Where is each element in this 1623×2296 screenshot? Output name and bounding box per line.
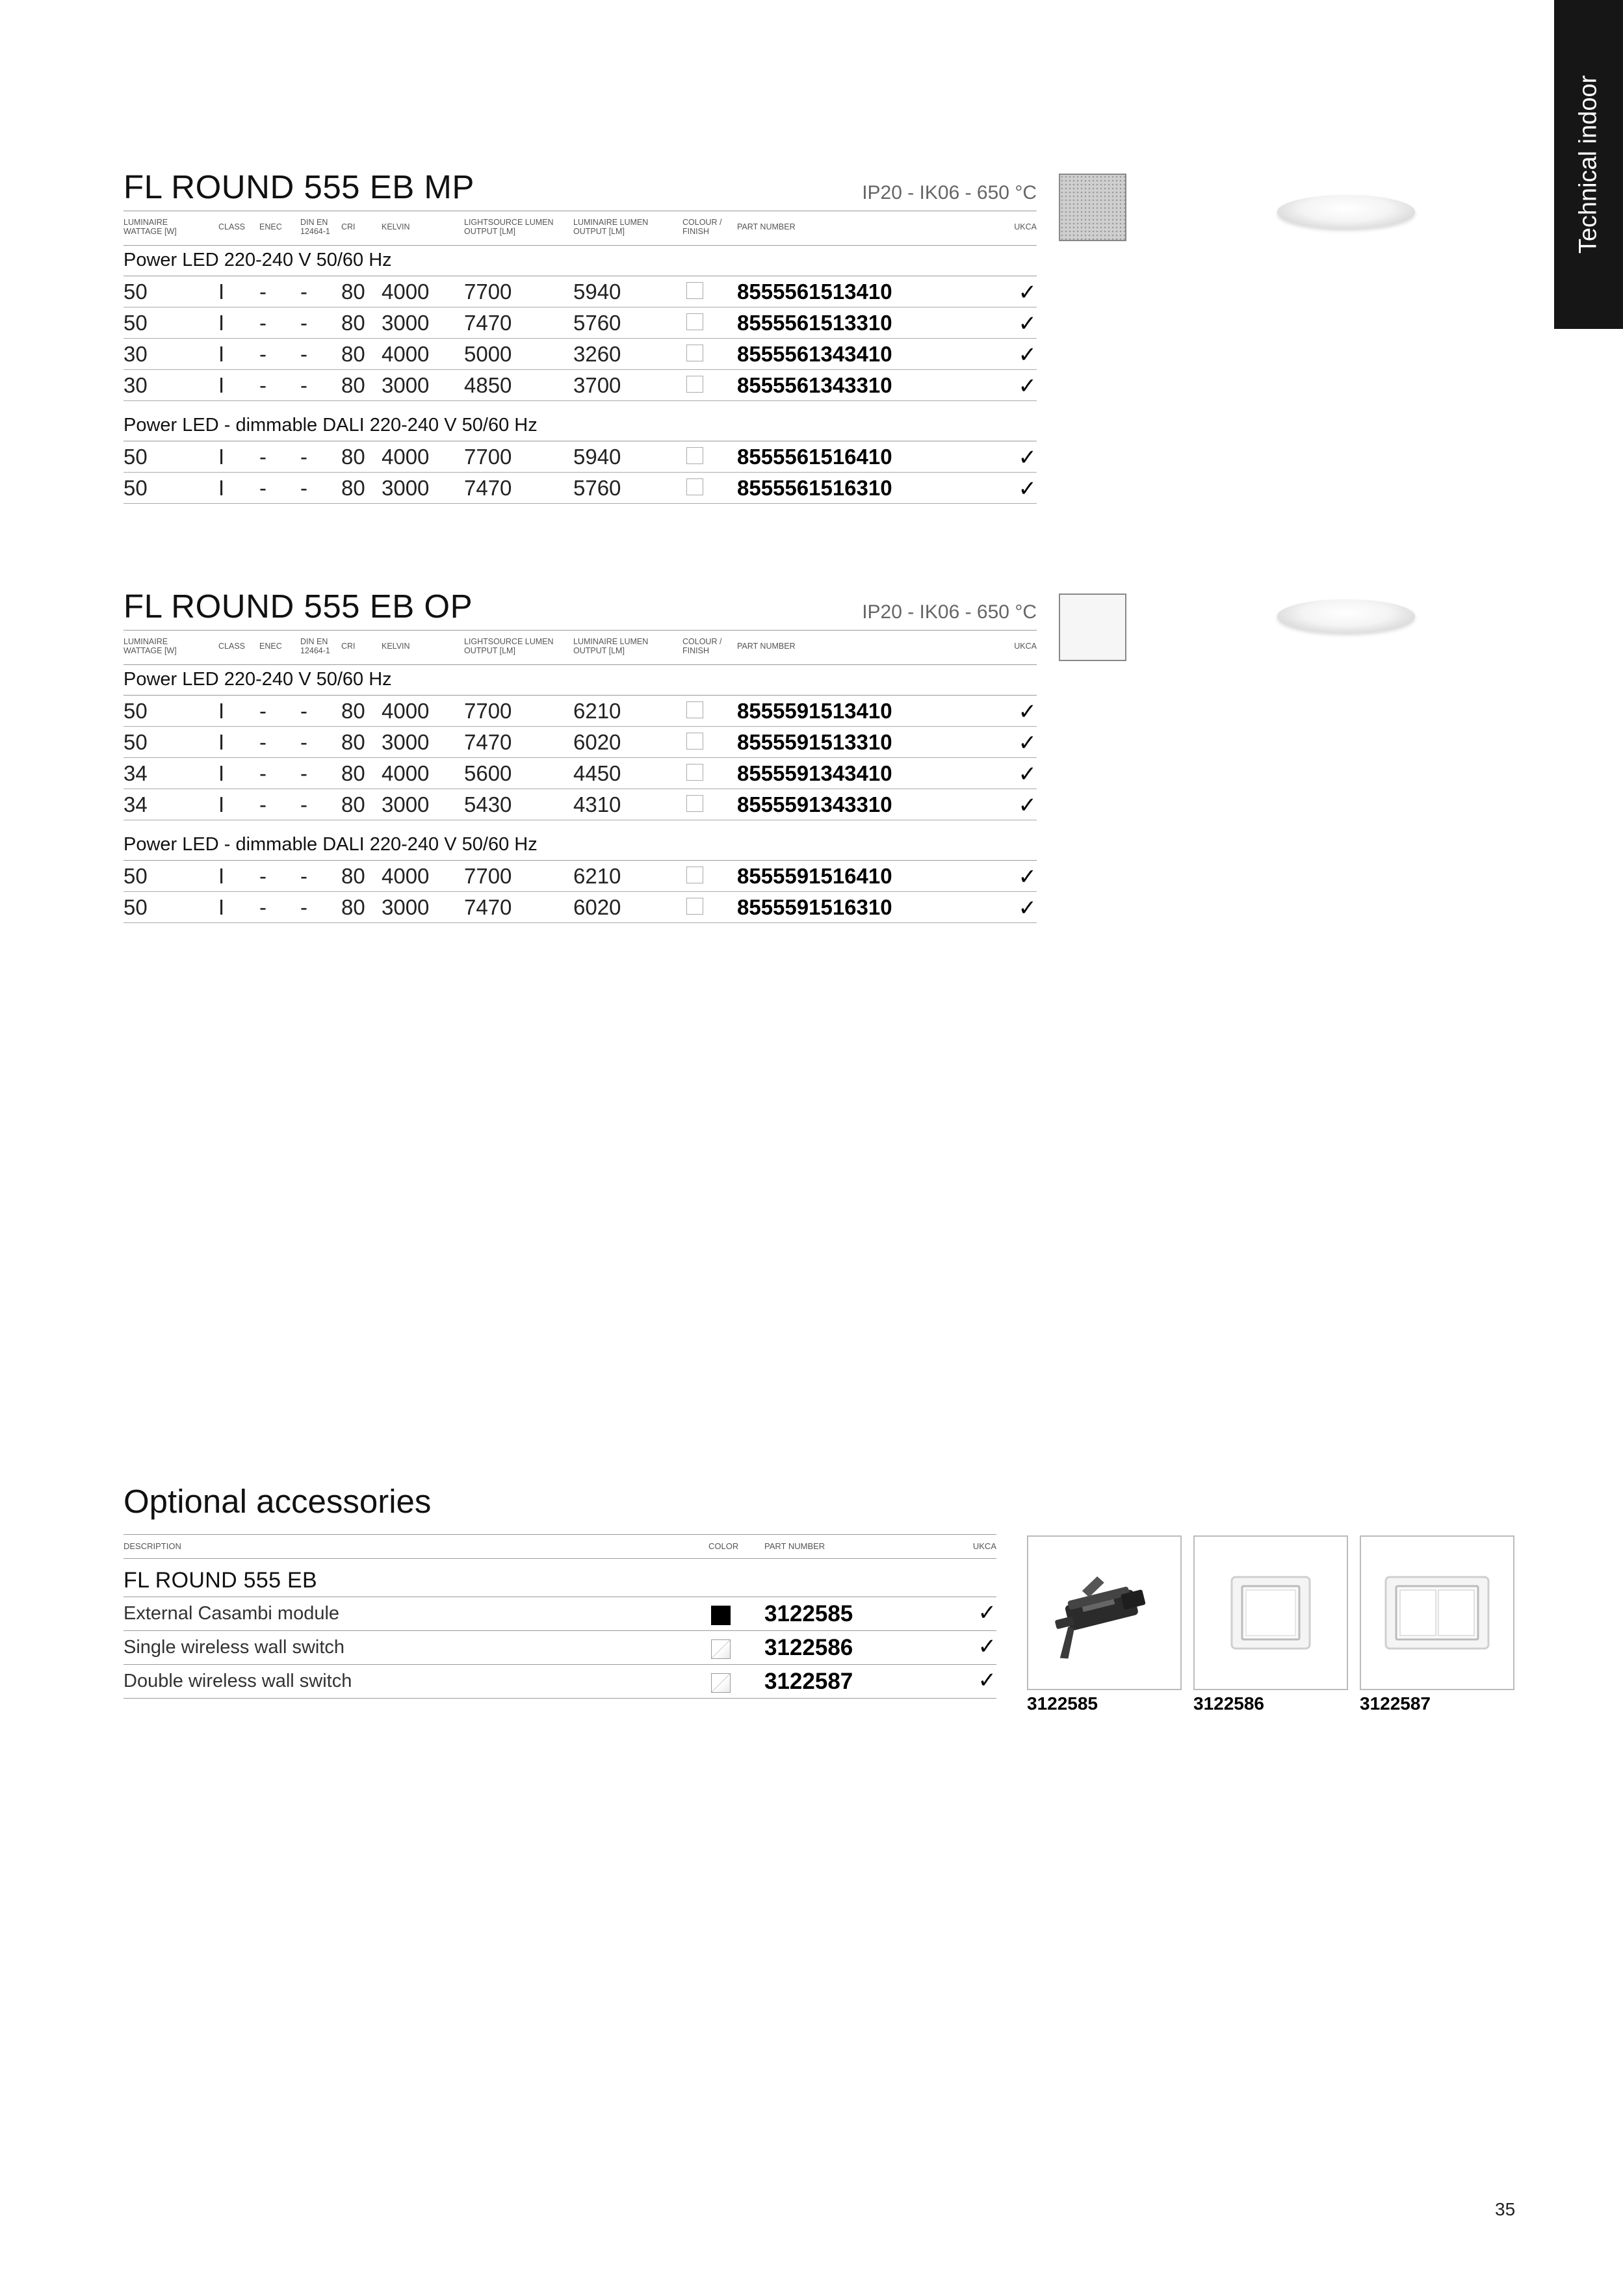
cell-din: - <box>300 792 307 816</box>
cell-cri: 80 <box>341 792 365 816</box>
cell-class: I <box>218 699 225 723</box>
cell-lum: 6020 <box>573 730 621 754</box>
accessories-group-label: FL ROUND 555 EB <box>123 1568 317 1593</box>
cell-class: I <box>218 280 225 304</box>
ukca-check-icon: ✓ <box>1018 476 1037 501</box>
header-source-lumen: LIGHTSOURCE LUMEN OUTPUT [LM] <box>464 218 554 236</box>
finish-checkbox <box>686 282 703 299</box>
table-row <box>123 860 1037 892</box>
header-colour: COLOUR / FINISH <box>682 637 722 655</box>
cell-enec: - <box>259 895 266 919</box>
cell-class: I <box>218 445 225 469</box>
part-number: 8555591516410 <box>737 864 892 888</box>
cell-k: 4000 <box>382 445 430 469</box>
part-number: 8555561516310 <box>737 476 892 500</box>
product-rating: IP20 - IK06 - 650 °C <box>862 182 1037 203</box>
single-switch-icon <box>1195 1537 1347 1689</box>
part-number: 8555591513310 <box>737 730 892 754</box>
finish-checkbox <box>686 447 703 464</box>
cell-src: 4850 <box>464 373 512 397</box>
header-wattage: LUMINAIRE WATTAGE [W] <box>123 218 177 236</box>
cell-src: 7700 <box>464 864 512 888</box>
cell-enec: - <box>259 730 266 754</box>
table-row <box>123 369 1037 401</box>
finish-checkbox <box>686 376 703 393</box>
part-number: 3122586 <box>764 1635 853 1660</box>
header-ukca: UKCA <box>1014 642 1037 651</box>
cell-src: 5430 <box>464 792 512 816</box>
cell-enec: - <box>259 699 266 723</box>
part-number: 8555561343410 <box>737 342 892 366</box>
cell-w: 50 <box>123 895 148 919</box>
finish-checkbox <box>686 345 703 361</box>
ukca-check-icon: ✓ <box>978 1600 996 1625</box>
section-tab[interactable] <box>1554 0 1623 329</box>
header-cri: CRI <box>341 642 356 651</box>
ukca-check-icon: ✓ <box>1018 793 1037 818</box>
cell-src: 7470 <box>464 311 512 335</box>
ukca-check-icon: ✓ <box>1018 896 1037 920</box>
cell-class: I <box>218 476 225 500</box>
cell-din: - <box>300 311 307 335</box>
cell-class: I <box>218 895 225 919</box>
finish-checkbox <box>686 313 703 330</box>
cell-din: - <box>300 445 307 469</box>
header-luminaire-lumen: LUMINAIRE LUMEN OUTPUT [LM] <box>573 218 649 236</box>
table-row <box>123 757 1037 789</box>
cell-lum: 3700 <box>573 373 621 397</box>
color-swatch-white <box>711 1639 731 1659</box>
cell-w: 34 <box>123 761 148 785</box>
ukca-check-icon: ✓ <box>1018 762 1037 787</box>
cell-lum: 4310 <box>573 792 621 816</box>
double-switch-icon <box>1361 1537 1513 1689</box>
cell-cri: 80 <box>341 311 365 335</box>
header-ukca: UKCA <box>972 1541 996 1551</box>
cell-w: 50 <box>123 699 148 723</box>
cell-w: 34 <box>123 792 148 816</box>
page-number: 35 <box>1495 2199 1516 2219</box>
cell-din: - <box>300 476 307 500</box>
cell-cri: 80 <box>341 373 365 397</box>
header-source-lumen: LIGHTSOURCE LUMEN OUTPUT [LM] <box>464 637 554 655</box>
cell-k: 4000 <box>382 761 430 785</box>
header-wattage: LUMINAIRE WATTAGE [W] <box>123 637 177 655</box>
header-description: DESCRIPTION <box>123 1541 181 1551</box>
cell-din: - <box>300 761 307 785</box>
table-row <box>123 307 1037 339</box>
cell-enec: - <box>259 311 266 335</box>
cell-class: I <box>218 311 225 335</box>
cell-cri: 80 <box>341 895 365 919</box>
cell-enec: - <box>259 792 266 816</box>
header-enec: ENEC <box>259 642 282 651</box>
cell-enec: - <box>259 280 266 304</box>
cell-lum: 6210 <box>573 864 621 888</box>
cell-src: 7470 <box>464 895 512 919</box>
part-number: 8555561513310 <box>737 311 892 335</box>
cell-din: - <box>300 373 307 397</box>
finish-swatch-microprismatic <box>1059 174 1126 241</box>
part-number: 3122585 <box>764 1601 853 1626</box>
ukca-check-icon: ✓ <box>978 1668 996 1693</box>
cell-cri: 80 <box>341 476 365 500</box>
cell-k: 4000 <box>382 280 430 304</box>
finish-checkbox <box>686 733 703 750</box>
product-title: FL ROUND 555 EB MP <box>123 168 474 205</box>
table-row <box>123 726 1037 758</box>
finish-swatch-opal <box>1059 594 1126 661</box>
cell-w: 30 <box>123 373 148 397</box>
cell-enec: - <box>259 373 266 397</box>
cell-w: 50 <box>123 311 148 335</box>
table-row <box>123 276 1037 307</box>
group-label: Power LED - dimmable DALI 220-240 V 50/60 Hz <box>123 410 1037 441</box>
cell-k: 3000 <box>382 311 430 335</box>
accessory-row <box>123 1630 996 1663</box>
cell-enec: - <box>259 476 266 500</box>
cell-lum: 4450 <box>573 761 621 785</box>
header-luminaire-lumen: LUMINAIRE LUMEN OUTPUT [LM] <box>573 637 649 655</box>
header-class: CLASS <box>218 642 245 651</box>
cell-din: - <box>300 864 307 888</box>
table-row <box>123 695 1037 727</box>
cell-cri: 80 <box>341 730 365 754</box>
cell-din: - <box>300 895 307 919</box>
ukca-check-icon: ✓ <box>1018 699 1037 724</box>
header-din: DIN EN 12464-1 <box>300 218 330 236</box>
header-part-number: PART NUMBER <box>764 1541 825 1551</box>
cell-w: 50 <box>123 730 148 754</box>
table-row <box>123 891 1037 923</box>
cell-enec: - <box>259 761 266 785</box>
group-label: Power LED 220-240 V 50/60 Hz <box>123 664 1037 696</box>
cell-class: I <box>218 342 225 366</box>
finish-checkbox <box>686 764 703 781</box>
cell-k: 3000 <box>382 895 430 919</box>
color-swatch-black <box>711 1606 731 1625</box>
part-number: 8555591516310 <box>737 895 892 919</box>
thumbnail-label: 3122587 <box>1360 1693 1431 1714</box>
header-enec: ENEC <box>259 222 282 231</box>
header-ukca: UKCA <box>1014 222 1037 231</box>
cell-cri: 80 <box>341 280 365 304</box>
cell-lum: 5940 <box>573 445 621 469</box>
cell-enec: - <box>259 445 266 469</box>
cell-cri: 80 <box>341 342 365 366</box>
finish-checkbox <box>686 701 703 718</box>
accessory-description: Double wireless wall switch <box>123 1671 352 1691</box>
finish-checkbox <box>686 898 703 915</box>
ukca-check-icon: ✓ <box>1018 343 1037 367</box>
part-number: 8555561516410 <box>737 445 892 469</box>
section-tab-label: Technical indoor <box>1574 75 1602 254</box>
thumbnail-3122587 <box>1360 1535 1514 1690</box>
luminaire-image <box>1277 195 1415 229</box>
table-header <box>123 630 1037 665</box>
cell-src: 7700 <box>464 445 512 469</box>
header-cri: CRI <box>341 222 356 231</box>
table-row <box>123 472 1037 504</box>
thumbnail-label: 3122586 <box>1193 1693 1265 1714</box>
cell-class: I <box>218 761 225 785</box>
finish-checkbox <box>686 795 703 812</box>
ukca-check-icon: ✓ <box>1018 374 1037 398</box>
cell-w: 50 <box>123 445 148 469</box>
luminaire-image <box>1277 599 1415 633</box>
cell-k: 3000 <box>382 476 430 500</box>
cell-lum: 5760 <box>573 311 621 335</box>
part-number: 8555591513410 <box>737 699 892 723</box>
accessory-description: Single wireless wall switch <box>123 1637 345 1658</box>
ukca-check-icon: ✓ <box>978 1634 996 1659</box>
header-colour: COLOUR / FINISH <box>682 218 722 236</box>
cell-w: 50 <box>123 280 148 304</box>
cell-k: 4000 <box>382 342 430 366</box>
thumbnail-label: 3122585 <box>1027 1693 1098 1714</box>
cell-cri: 80 <box>341 864 365 888</box>
cell-w: 50 <box>123 476 148 500</box>
part-number: 8555591343410 <box>737 761 892 785</box>
cell-din: - <box>300 280 307 304</box>
cell-class: I <box>218 373 225 397</box>
cell-w: 50 <box>123 864 148 888</box>
ukca-check-icon: ✓ <box>1018 731 1037 755</box>
cell-src: 7700 <box>464 699 512 723</box>
group-label: Power LED 220-240 V 50/60 Hz <box>123 244 1037 276</box>
ukca-check-icon: ✓ <box>1018 280 1037 305</box>
header-kelvin: KELVIN <box>382 642 410 651</box>
cell-src: 5600 <box>464 761 512 785</box>
cell-cri: 80 <box>341 761 365 785</box>
accessory-description: External Casambi module <box>123 1603 340 1624</box>
table-bottom-rule <box>123 1698 996 1699</box>
header-color: COLOR <box>708 1541 739 1551</box>
cell-k: 3000 <box>382 792 430 816</box>
cell-src: 7700 <box>464 280 512 304</box>
cell-cri: 80 <box>341 445 365 469</box>
header-part-number: PART NUMBER <box>737 642 796 651</box>
ukca-check-icon: ✓ <box>1018 865 1037 889</box>
table-row <box>123 338 1037 370</box>
cell-k: 3000 <box>382 373 430 397</box>
cell-din: - <box>300 730 307 754</box>
cell-lum: 6210 <box>573 699 621 723</box>
cell-w: 30 <box>123 342 148 366</box>
cell-class: I <box>218 792 225 816</box>
product-title: FL ROUND 555 EB OP <box>123 588 473 625</box>
accessories-title: Optional accessories <box>123 1483 432 1520</box>
part-number: 3122587 <box>764 1669 853 1694</box>
finish-checkbox <box>686 478 703 495</box>
thumbnail-3122586 <box>1193 1535 1348 1690</box>
table-row <box>123 441 1037 473</box>
ukca-check-icon: ✓ <box>1018 445 1037 470</box>
finish-checkbox <box>686 867 703 883</box>
cell-class: I <box>218 730 225 754</box>
cell-cri: 80 <box>341 699 365 723</box>
header-part-number: PART NUMBER <box>737 222 796 231</box>
accessory-row <box>123 1664 996 1697</box>
cell-enec: - <box>259 864 266 888</box>
cell-k: 4000 <box>382 864 430 888</box>
cell-lum: 5940 <box>573 280 621 304</box>
cell-k: 4000 <box>382 699 430 723</box>
cell-lum: 6020 <box>573 895 621 919</box>
cell-din: - <box>300 699 307 723</box>
cell-class: I <box>218 864 225 888</box>
accessory-row <box>123 1597 996 1630</box>
cell-k: 3000 <box>382 730 430 754</box>
cell-din: - <box>300 342 307 366</box>
part-number: 8555561513410 <box>737 280 892 304</box>
casambi-module-icon <box>1028 1537 1180 1689</box>
header-class: CLASS <box>218 222 245 231</box>
cell-lum: 3260 <box>573 342 621 366</box>
table-header <box>123 211 1037 246</box>
cell-lum: 5760 <box>573 476 621 500</box>
thumbnail-3122585 <box>1027 1535 1182 1690</box>
part-number: 8555591343310 <box>737 792 892 816</box>
product-rating: IP20 - IK06 - 650 °C <box>862 601 1037 623</box>
color-swatch-white <box>711 1673 731 1693</box>
cell-enec: - <box>259 342 266 366</box>
header-din: DIN EN 12464-1 <box>300 637 330 655</box>
cell-src: 7470 <box>464 730 512 754</box>
cell-src: 7470 <box>464 476 512 500</box>
header-kelvin: KELVIN <box>382 222 410 231</box>
accessories-header <box>123 1534 996 1559</box>
cell-src: 5000 <box>464 342 512 366</box>
table-row <box>123 789 1037 820</box>
part-number: 8555561343310 <box>737 373 892 397</box>
group-label: Power LED - dimmable DALI 220-240 V 50/60 Hz <box>123 829 1037 861</box>
ukca-check-icon: ✓ <box>1018 311 1037 336</box>
